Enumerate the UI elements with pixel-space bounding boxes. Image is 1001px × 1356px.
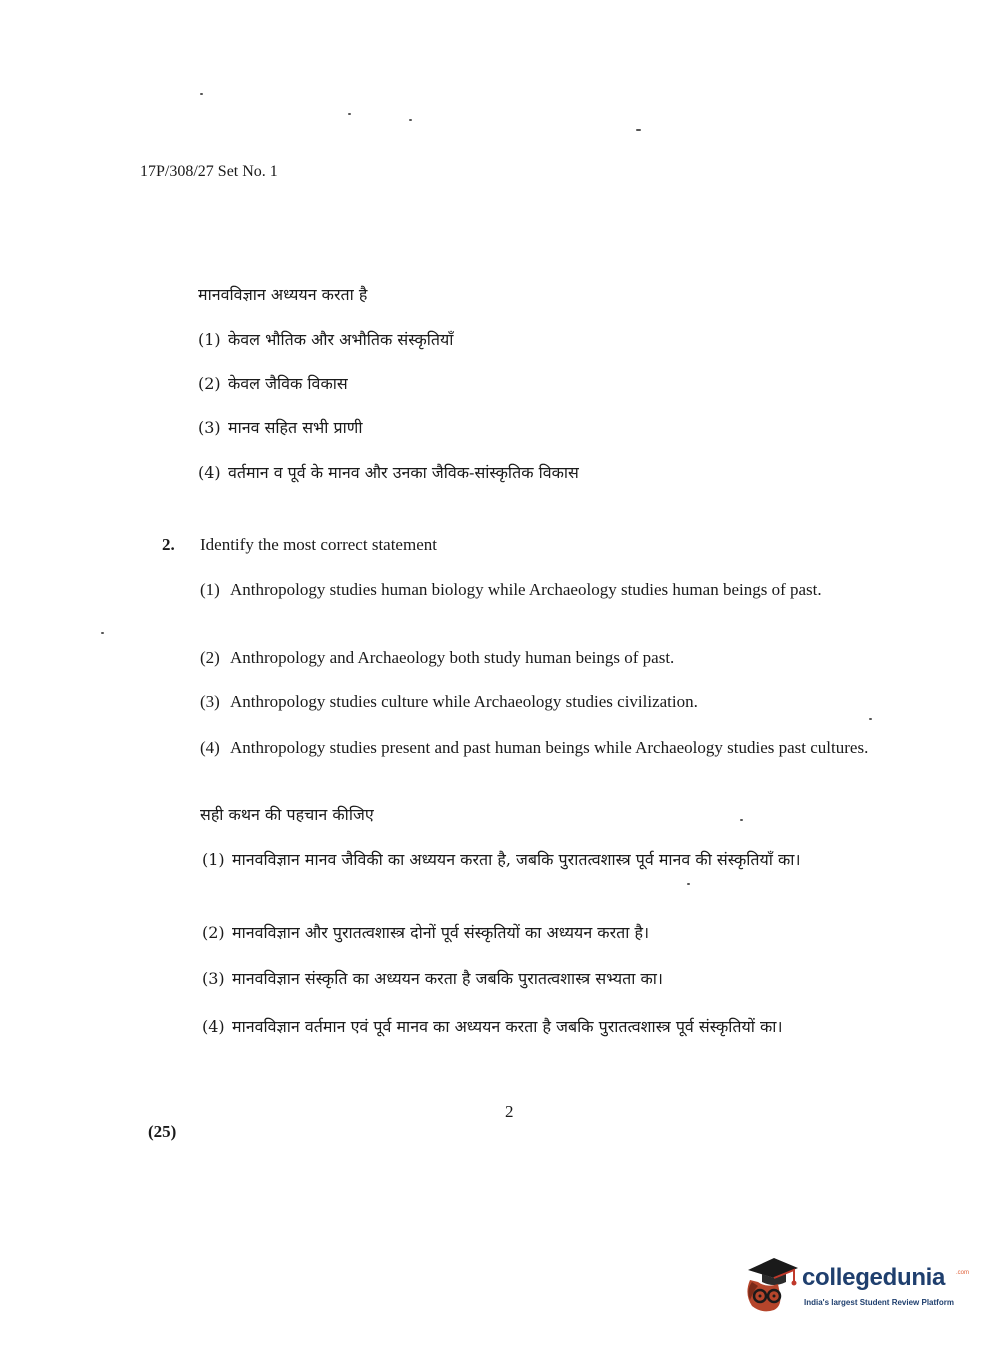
option-text: मानवविज्ञान मानव जैविकी का अध्ययन करता है, जबकि पुरातत्वशास्त्र पूर्व मानव की संस्कृतियाँ का। (232, 850, 801, 869)
option-text: Anthropology studies human biology while Archaeology studies human beings of past. (230, 580, 822, 599)
option-text: मानवविज्ञान और पुरातत्वशास्त्र दोनों पूर्व संस्कृतियों का अध्ययन करता है। (232, 923, 650, 942)
option-number: (1) (198, 330, 221, 349)
logo-tagline: India's largest Student Review Platform (804, 1298, 954, 1307)
option-number: (3) (202, 969, 225, 988)
option-text: Anthropology and Archaeology both study human beings of past. (230, 648, 675, 667)
scan-speck (409, 119, 412, 121)
option-number: (4) (200, 738, 220, 757)
option-text: केवल भौतिक और अभौतिक संस्कृतियाँ (228, 330, 454, 349)
question-1-hindi-option-2 (198, 372, 348, 394)
option-number: (2) (202, 923, 225, 942)
paper-code: 17P/308/27 Set No. 1 (140, 163, 278, 180)
question-1-hindi-stem: मानवविज्ञान अध्ययन करता है (198, 285, 368, 304)
scan-speck (348, 113, 351, 115)
question-2-hindi-stem: सही कथन की पहचान कीजिए (200, 805, 374, 824)
option-number: (4) (198, 463, 221, 482)
option-text: मानवविज्ञान संस्कृति का अध्ययन करता है जबकि पुरातत्वशास्त्र सभ्यता का। (232, 969, 663, 988)
logo-wordmark: collegedunia (802, 1264, 946, 1291)
option-text: मानवविज्ञान वर्तमान एवं पूर्व मानव का अध्ययन करता है जबकि पुरातत्वशास्त्र पूर्व संस्कृतियों का। (232, 1017, 783, 1036)
question-2-option-1 (200, 578, 872, 602)
question-2-hindi-option-4 (202, 1010, 878, 1043)
option-text: मानव सहित सभी प्राणी (228, 418, 363, 437)
option-text: केवल जैविक विकास (228, 374, 348, 393)
question-2-option-2 (200, 646, 872, 670)
footer-code: (25) (148, 1122, 177, 1141)
option-text: वर्तमान व पूर्व के मानव और उनका जैविक-सांस्कृतिक विकास (228, 463, 579, 482)
page-number: 2 (505, 1102, 514, 1121)
logo-suffix: .com (956, 1270, 970, 1276)
question-1-hindi-option-4 (198, 461, 579, 483)
scan-speck (200, 93, 203, 95)
question-2-hindi-option-1 (202, 843, 878, 876)
scan-speck (740, 819, 743, 821)
question-2-stem: Identify the most correct statement (200, 535, 437, 554)
question-2-hindi-option-3 (202, 962, 878, 995)
option-number: (1) (202, 850, 225, 869)
option-number: (2) (198, 374, 221, 393)
scan-speck (636, 129, 641, 131)
question-2-hindi-option-2 (202, 916, 878, 949)
option-text: Anthropology studies culture while Archaeology studies civilization. (230, 692, 698, 711)
question-2-option-4 (200, 736, 872, 760)
option-number: (4) (202, 1017, 225, 1036)
question-1-hindi-option-1 (198, 328, 453, 350)
option-number: (2) (200, 648, 220, 667)
option-number: (3) (200, 692, 220, 711)
scan-speck (101, 632, 104, 634)
option-number: (1) (200, 580, 220, 599)
scan-speck (869, 718, 872, 720)
question-2-option-3 (200, 690, 872, 714)
collegedunia-logo (740, 1250, 970, 1320)
option-number: (3) (198, 418, 221, 437)
question-2-number: 2. (162, 535, 175, 554)
mascot-icon (740, 1250, 800, 1316)
option-text: Anthropology studies present and past human beings while Archaeology studies past cultures. (230, 738, 869, 757)
scan-speck (687, 883, 690, 885)
question-1-hindi-option-3 (198, 416, 363, 438)
